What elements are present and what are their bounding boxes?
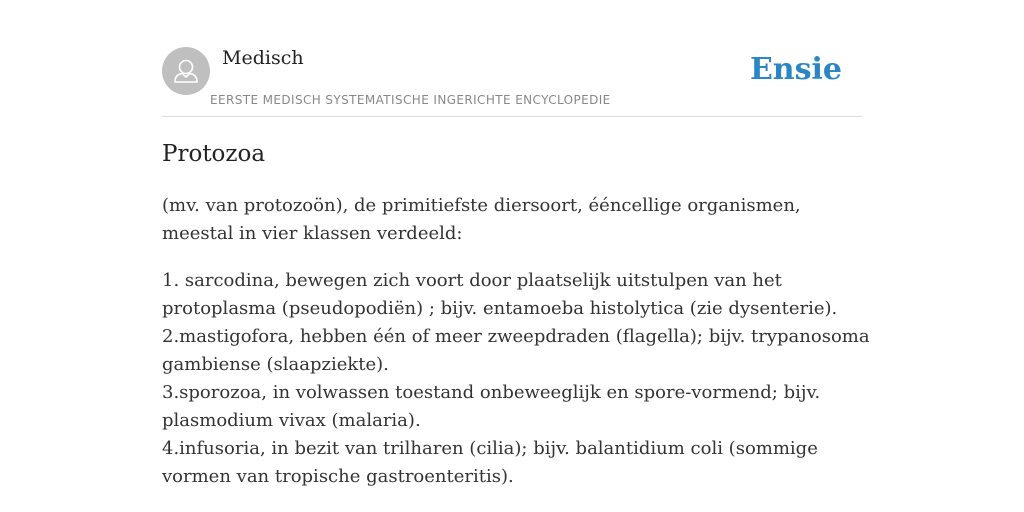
source-header bbox=[162, 46, 862, 117]
article-intro: (mv. van protozoön), de primitiefste diersoort, ééncellige organismen, meestal in vier klassen verdeeld: bbox=[162, 195, 801, 244]
article-list bbox=[162, 267, 872, 491]
article-body bbox=[162, 192, 872, 510]
avatar[interactable] bbox=[162, 47, 210, 95]
article-title: Protozoa bbox=[162, 141, 266, 167]
list-item: 1. sarcodina, bewegen zich voort door plaatselijk uitstulpen van het protoplasma (pseudopodiën) ; bijv. entamoeba histolytica (zie dysenterie). bbox=[162, 270, 838, 319]
list-item: 2.mastigofora, hebben één of meer zweepdraden (flagella); bijv. trypanosoma gambiense (slaapziekte). bbox=[162, 326, 870, 375]
ensie-logo-link[interactable]: Ensie bbox=[749, 52, 842, 87]
list-item: 4.infusoria, in bezit van trilharen (cilia); bijv. balantidium coli (sommige vormen van tropische gastroenteritis). bbox=[162, 438, 818, 487]
source-name[interactable]: Medisch bbox=[222, 47, 304, 69]
user-silhouette-icon bbox=[162, 47, 210, 95]
list-item: 3.sporozoa, in volwassen toestand onbeweeglijk en spore-vormend; bijv. plasmodium vivax (malaria). bbox=[162, 382, 821, 431]
source-subtitle: EERSTE MEDISCH SYSTEMATISCHE INGERICHTE ENCYCLOPEDIE bbox=[210, 93, 611, 107]
